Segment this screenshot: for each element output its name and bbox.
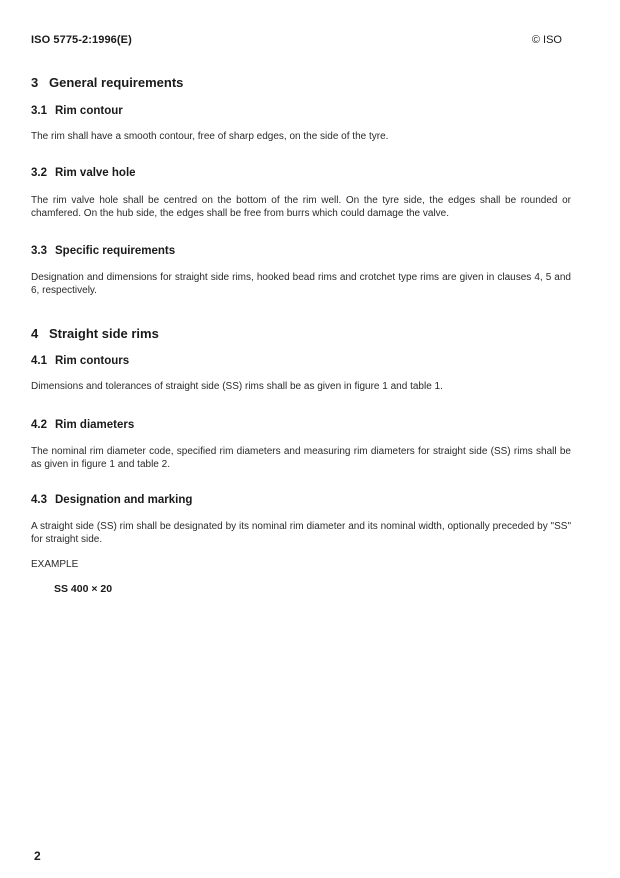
section-4-2-text: The nominal rim diameter code, specified rim diameters and measuring rim diameters for straight side (SS) rims shall be as given in figure 1 and table 2. [31, 446, 571, 470]
section-3-1-heading [31, 105, 123, 117]
section-title: Rim diameters [55, 419, 135, 431]
section-title: Rim contour [55, 105, 123, 117]
section-number: 3.3 [31, 245, 47, 257]
section-number: 4.3 [31, 494, 47, 506]
section-title: Rim valve hole [55, 167, 136, 179]
page-number: 2 [34, 849, 41, 863]
section-number: 3 [31, 75, 39, 90]
section-4-1-text: Dimensions and tolerances of straight side (SS) rims shall be as given in figure 1 and table 1. [31, 381, 443, 392]
standard-id: ISO 5775-2:1996(E) [31, 34, 132, 46]
section-4-3-text: A straight side (SS) rim shall be designated by its nominal rim diameter and its nominal width, optionally preceded by "SS" for straight side. [31, 521, 571, 545]
copyright-mark: © ISO [531, 34, 562, 46]
section-number: 4.1 [31, 355, 47, 367]
section-number: 3.1 [31, 105, 47, 117]
section-number: 4.2 [31, 419, 47, 431]
section-title: Rim contours [55, 355, 130, 367]
example-label: EXAMPLE [31, 559, 79, 570]
section-3-2-heading [31, 167, 136, 179]
example-designation: SS 400 × 20 [54, 583, 113, 595]
section-number: 3.2 [31, 167, 47, 179]
section-3-3-heading [31, 245, 175, 257]
section-4-3-heading [31, 494, 192, 506]
section-3-heading [31, 75, 183, 90]
section-title: Straight side rims [49, 326, 159, 341]
section-4-1-heading [31, 355, 129, 367]
section-3-2-text: The rim valve hole shall be centred on the bottom of the rim well. On the tyre side, the edges shall be rounded or chamfered. On the hub side, the edges shall be free from burrs which could damage the valve. [31, 195, 571, 219]
section-title: Designation and marking [55, 494, 193, 506]
section-4-heading [31, 326, 159, 341]
section-3-3-text: Designation and dimensions for straight side rims, hooked bead rims and crotchet type rims are given in clauses 4, 5 and 6, respectively. [31, 272, 571, 296]
section-4-2-heading [31, 419, 134, 431]
section-3-1-text: The rim shall have a smooth contour, free of sharp edges, on the side of the tyre. [31, 131, 389, 142]
section-number: 4 [31, 326, 39, 341]
section-title: General requirements [49, 75, 184, 90]
section-title: Specific requirements [55, 245, 176, 257]
